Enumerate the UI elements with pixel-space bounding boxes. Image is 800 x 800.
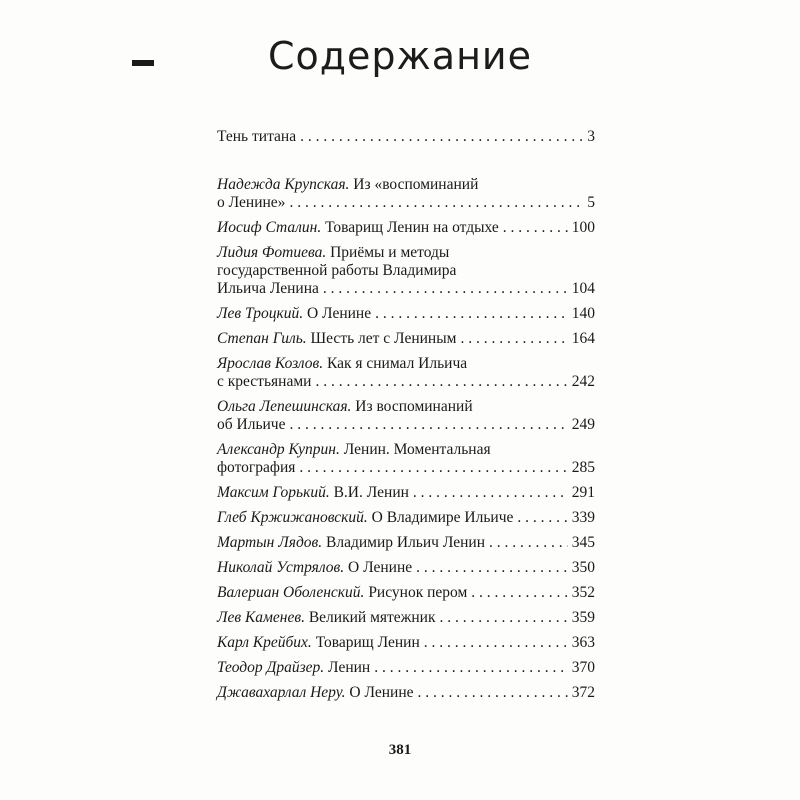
toc-title [217, 416, 285, 434]
dot-leader [418, 684, 568, 702]
toc-title-text: Ленин. Моментальная [343, 441, 491, 458]
toc-title-text: Из воспоминаний [355, 398, 473, 415]
toc-title-line [217, 398, 595, 416]
dot-leader [374, 659, 568, 677]
toc-page-number: 359 [571, 609, 595, 626]
toc-title-text: Великий мятежник [308, 609, 436, 626]
toc-author: Александр Куприн. [217, 441, 340, 458]
toc-line [217, 609, 595, 627]
toc-entry [217, 684, 595, 702]
toc-title-text: Товарищ Ленин [315, 634, 420, 651]
toc-page-number: 370 [571, 659, 595, 676]
dot-leader [289, 416, 567, 434]
toc-title [217, 609, 436, 627]
toc-line [217, 194, 595, 212]
toc-title-line [217, 441, 595, 459]
toc-title-text: с крестьянами [217, 373, 312, 390]
toc-title [217, 373, 311, 391]
toc-title-text: Владимир Ильич Ленин [326, 534, 486, 551]
toc-page-number: 372 [571, 684, 595, 701]
toc-line [217, 534, 595, 552]
toc-title [217, 634, 420, 652]
toc-title [217, 559, 412, 577]
toc-title-text: Шесть лет с Лениным [310, 330, 457, 347]
toc-title [217, 305, 371, 323]
toc-line [217, 459, 595, 477]
toc-author: Валериан Оболенский. [217, 584, 365, 601]
toc-page-number: 100 [571, 219, 595, 236]
toc-entry [217, 244, 595, 298]
dot-leader [413, 484, 568, 502]
dot-leader [460, 330, 567, 348]
toc-title-text: Приёмы и методы [330, 244, 450, 261]
dot-leader [375, 305, 568, 323]
toc-author: Карл Крейбих. [217, 634, 312, 651]
dot-leader [289, 194, 583, 212]
toc-author: Ярослав Козлов. [217, 355, 324, 372]
toc-line [217, 484, 595, 502]
toc-title-line [217, 355, 595, 373]
toc-title-text: Рисунок пером [368, 584, 468, 601]
dot-leader [424, 634, 568, 652]
dot-leader [503, 219, 568, 237]
toc-title [217, 509, 513, 527]
toc-title-line [217, 176, 595, 194]
dot-leader [300, 128, 583, 146]
dot-leader [517, 509, 567, 527]
toc-page-number: 249 [571, 416, 595, 433]
toc-title [217, 330, 456, 348]
toc-line [217, 684, 595, 702]
toc-title-text: фотография [217, 459, 296, 476]
toc-title-text: О Ленине [348, 559, 413, 576]
toc-title-text: В.И. Ленин [333, 484, 409, 501]
toc-title-text: Как я снимал Ильича [326, 355, 468, 372]
dot-leader [315, 373, 567, 391]
toc-title-text: Тень титана [217, 128, 297, 145]
toc-entry [217, 659, 595, 677]
toc-entry [217, 559, 595, 577]
toc-page-number: 3 [587, 128, 595, 145]
toc-title-text: Ленин [328, 659, 371, 676]
toc-page-number: 350 [571, 559, 595, 576]
toc-author: Степан Гиль. [217, 330, 307, 347]
dot-leader [299, 459, 567, 477]
toc-author: Лидия Фотиева. [217, 244, 327, 261]
toc-title [217, 128, 296, 146]
toc-title [217, 459, 295, 477]
toc-page-number: 164 [571, 330, 595, 347]
toc-author: Максим Горький. [217, 484, 330, 501]
toc-line [217, 584, 595, 602]
toc-entry [217, 330, 595, 348]
toc-title-text: О Ленине [306, 305, 372, 322]
toc-title-text: Ильича Ленина [217, 280, 319, 297]
dot-leader [323, 280, 568, 298]
toc-title-line [217, 244, 595, 262]
toc-title [217, 534, 485, 552]
toc-title-text: об Ильиче [217, 416, 286, 433]
dot-leader [416, 559, 568, 577]
toc-title-text: О Владимире Ильиче [371, 509, 514, 526]
toc-author: Николай Устрялов. [217, 559, 345, 576]
toc-title-line [217, 262, 595, 280]
toc-page-number: 140 [571, 305, 595, 322]
toc-page-number: 5 [587, 194, 595, 211]
toc-entry [217, 355, 595, 391]
toc-entry [217, 441, 595, 477]
toc-page-number: 104 [571, 280, 595, 297]
toc-author: Глеб Кржижановский. [217, 509, 368, 526]
toc-line [217, 416, 595, 434]
toc-entry [217, 398, 595, 434]
toc-title-text: О Ленине [349, 684, 414, 701]
toc-title [217, 280, 319, 298]
toc-line [217, 280, 595, 298]
toc-author: Мартын Лядов. [217, 534, 323, 551]
dot-leader [440, 609, 568, 627]
toc-entry [217, 609, 595, 627]
toc-line [217, 219, 595, 237]
toc-author: Джавахарлал Неру. [217, 684, 346, 701]
toc-entry [217, 534, 595, 552]
toc-line [217, 509, 595, 527]
toc-title [217, 584, 467, 602]
toc-line [217, 305, 595, 323]
toc-page-number: 339 [571, 509, 595, 526]
toc-title-text: государственной работы Владимира [217, 262, 457, 279]
toc-page-number: 363 [571, 634, 595, 651]
toc-author: Надежда Крупская. [217, 176, 350, 193]
toc-line [217, 373, 595, 391]
toc-page-number: 242 [571, 373, 595, 390]
toc-title [217, 219, 499, 237]
page-title: Содержание [268, 34, 532, 78]
toc-page-number: 285 [571, 459, 595, 476]
toc-entry [217, 305, 595, 323]
toc-title [217, 194, 285, 212]
toc-line [217, 659, 595, 677]
dot-leader [471, 584, 567, 602]
toc-title [217, 684, 414, 702]
toc-author: Теодор Драйзер. [217, 659, 325, 676]
dot-leader [489, 534, 568, 552]
toc-author: Лев Троцкий. [217, 305, 304, 322]
toc-title-text: Товарищ Ленин на отдыхе [325, 219, 499, 236]
toc-entry [217, 176, 595, 212]
toc-title [217, 659, 370, 677]
toc-entry [217, 484, 595, 502]
toc-entry [217, 128, 595, 146]
toc-line [217, 634, 595, 652]
toc-author: Ольга Лепешинская. [217, 398, 352, 415]
toc-author: Иосиф Сталин. [217, 219, 322, 236]
toc-title-text: Из «воспоминаний [353, 176, 479, 193]
toc-author: Лев Каменев. [217, 609, 305, 626]
toc-line [217, 330, 595, 348]
toc-page-number: 345 [571, 534, 595, 551]
toc-line [217, 128, 595, 146]
page-number: 381 [388, 742, 412, 758]
toc-page-number: 291 [571, 484, 595, 501]
toc-entry [217, 219, 595, 237]
toc-entry [217, 584, 595, 602]
toc-entry [217, 509, 595, 527]
toc-entry [217, 634, 595, 652]
toc-line [217, 559, 595, 577]
toc-title-text: о Ленине» [217, 194, 286, 211]
toc-page-number: 352 [571, 584, 595, 601]
toc-title [217, 484, 409, 502]
table-of-contents [217, 128, 595, 709]
